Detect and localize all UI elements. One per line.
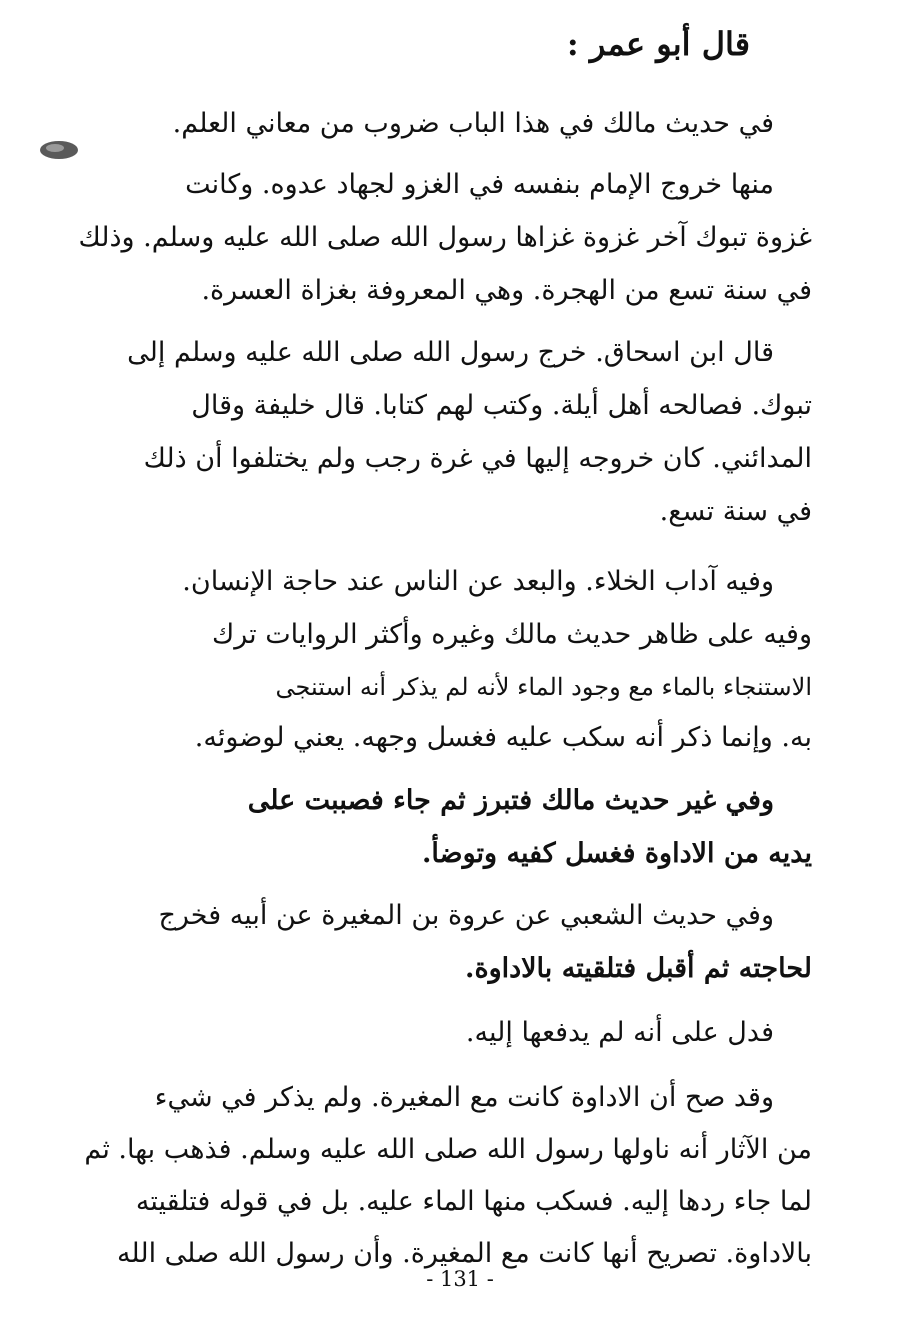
paragraph-4-line-1: وفيه آداب الخلاء. والبعد عن الناس عند حاجة الإنسان. — [182, 566, 774, 597]
paragraph-4-line-4: به. وإنما ذكر أنه سكب عليه فغسل وجهه. يعني لوضوئه. — [194, 722, 812, 753]
paragraph-2-line-1: منها خروج الإمام بنفسه في الغزو لجهاد عدوه. وكانت — [185, 169, 774, 200]
paragraph-8-line-4: بالاداوة. تصريح أنها كانت مع المغيرة. وأن رسول الله صلى الله — [116, 1238, 812, 1269]
paragraph-5-line-1: وفي غير حديث مالك فتبرز ثم جاء فصببت على — [247, 785, 774, 816]
paragraph-7-line-1: فدل على أنه لم يدفعها إليه. — [465, 1017, 774, 1048]
paragraph-3-line-3: المدائني. كان خروجه إليها في غرة رجب ولم يختلفوا أن ذلك — [143, 443, 812, 474]
paragraph-6-line-2: لحاجته ثم أقبل فتلقيته بالاداوة. — [465, 953, 812, 984]
paragraph-2-line-2: غزوة تبوك آخر غزوة غزاها رسول الله صلى الله عليه وسلم. وذلك — [78, 222, 812, 253]
paragraph-3-line-4: في سنة تسع. — [659, 496, 812, 527]
paragraph-4-line-3: الاستنجاء بالماء مع وجود الماء لأنه لم يذكر أنه استنجى — [275, 673, 812, 701]
paragraph-8-line-2: من الآثار أنه ناولها رسول الله صلى الله عليه وسلم. فذهب بها. ثم — [84, 1134, 812, 1165]
paragraph-5-line-2: يديه من الاداوة فغسل كفيه وتوضأ. — [422, 838, 812, 869]
paragraph-4-line-2: وفيه على ظاهر حديث مالك وغيره وأكثر الروايات ترك — [212, 619, 812, 650]
paragraph-2-line-3: في سنة تسع من الهجرة. وهي المعروفة بغزاة العسرة. — [201, 275, 812, 306]
ink-blot-icon — [38, 138, 80, 162]
section-heading: قال أبو عمر : — [566, 25, 750, 63]
paragraph-8-line-1: وقد صح أن الاداوة كانت مع المغيرة. ولم يذكر في شيء — [154, 1082, 774, 1113]
paragraph-1-line-1: في حديث مالك في هذا الباب ضروب من معاني العلم. — [172, 108, 774, 139]
paragraph-6-line-1: وفي حديث الشعبي عن عروة بن المغيرة عن أبيه فخرج — [158, 900, 774, 931]
page-number: - 131 - — [426, 1267, 494, 1291]
paragraph-3-line-1: قال ابن اسحاق. خرج رسول الله صلى الله عليه وسلم إلى — [127, 337, 774, 368]
paragraph-3-line-2: تبوك. فصالحه أهل أيلة. وكتب لهم كتابا. قال خليفة وقال — [191, 390, 812, 421]
paragraph-8-line-3: لما جاء ردها إليه. فسكب منها الماء عليه. بل في قوله فتلقيته — [135, 1186, 812, 1217]
